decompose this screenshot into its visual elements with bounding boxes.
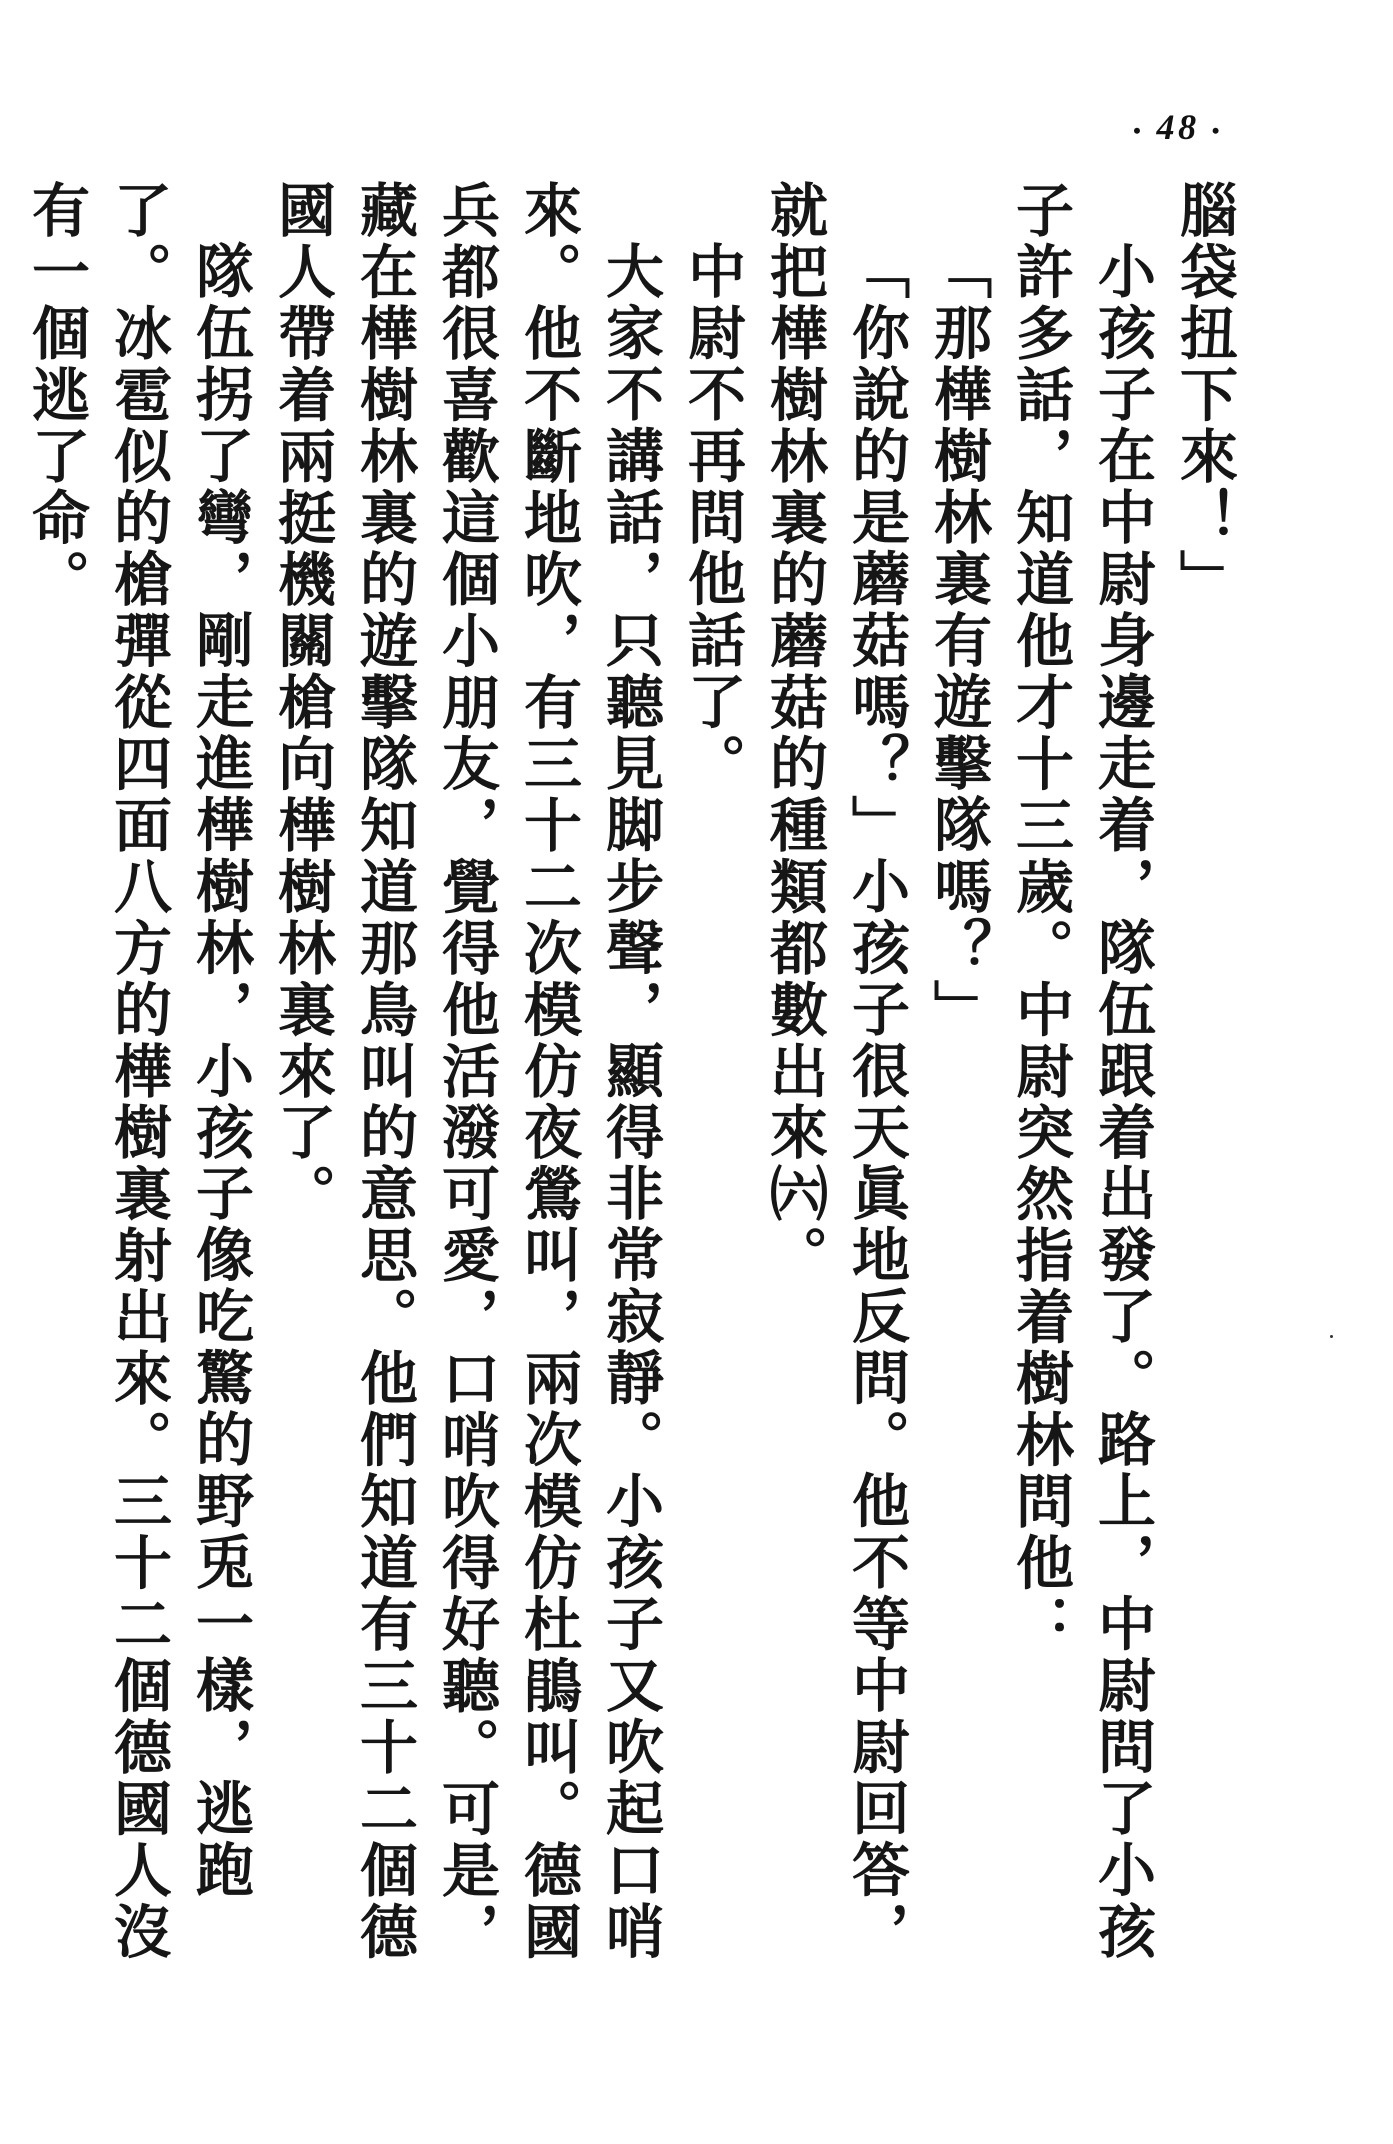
page-number	[1121, 106, 1235, 148]
vertical-text-block	[0, 180, 1245, 1990]
paragraph-3: 「那樺樹林裏有遊擊隊嗎？」	[924, 240, 992, 1041]
page-number-dot-right: •	[1211, 117, 1223, 143]
annotation-heading	[0, 180, 15, 1990]
paragraph-6: 大家不講話，只聽見脚步聲，顯得非常寂靜。小孩子又吹起口哨來。他不斷地吹，有三十二次模仿夜鶯叫，兩次模仿杜鵑叫。德國兵都很喜歡這個小朋友，覺得他活潑可愛，口哨吹得好聽。可是，藏在樺樹林裏的遊擊隊知道那鳥叫的意思。他們知道有三十二個德國人帶着兩挺機關槍向樺樹林裏來了。	[268, 180, 664, 1963]
paragraph-1: 腦袋扭下來！」	[1170, 180, 1238, 611]
ink-speck	[1330, 1335, 1333, 1338]
paragraph-4: 「你說的是蘑菇嗎？」小孩子很天眞地反問。他不等中尉回答，就把樺樹林裏的蘑菇的種類都數出來㈥。	[760, 180, 910, 1963]
page-number-dot-left: •	[1133, 117, 1145, 143]
paragraph-5: 中尉不再問他話了。	[678, 240, 746, 795]
paragraph-7: 隊伍拐了彎，剛走進樺樹林，小孩子像吃驚的野兎一樣，逃跑了。冰雹似的槍彈從四面八方的樺樹裏射出來。三十二個德國人沒有一個逃了命。	[22, 180, 254, 1963]
paragraph-2: 小孩子在中尉身邊走着，隊伍跟着出發了。路上，中尉問了小孩子許多話，知道他才十三歲。中尉突然指着樹林問他：	[1006, 180, 1156, 1963]
page-number-value: 48	[1156, 107, 1200, 147]
